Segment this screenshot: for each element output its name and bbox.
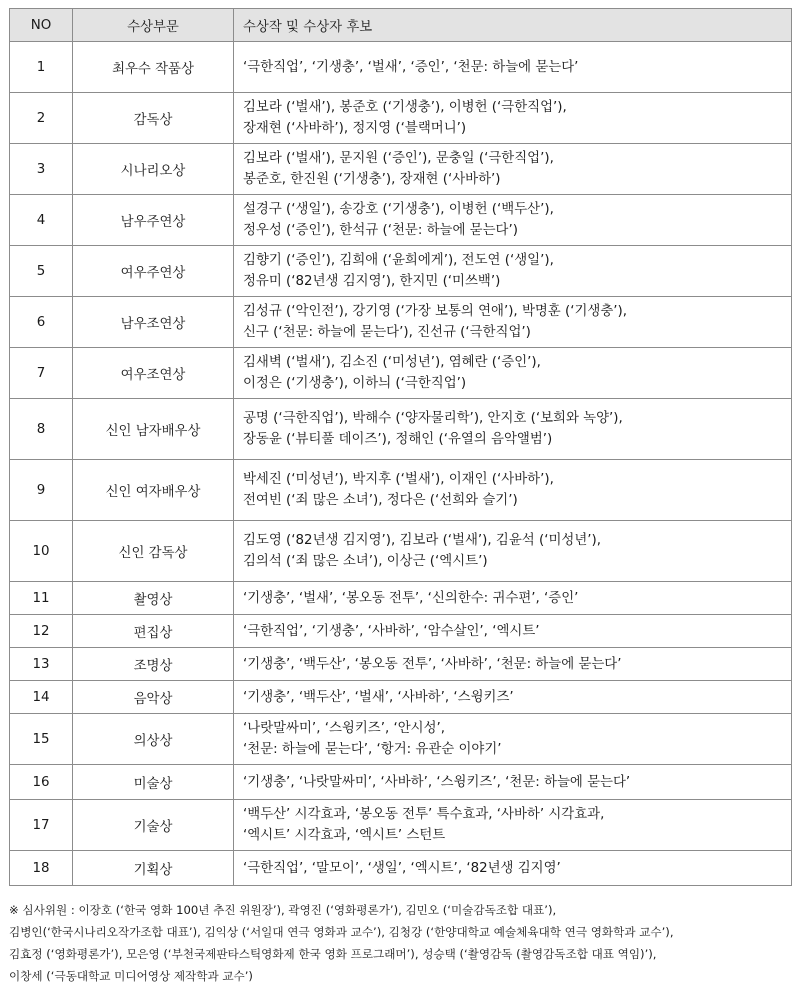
nominee-line: ‘극한직업’, ‘말모이’, ‘생일’, ‘엑시트’, ‘82년생 김지영’	[243, 860, 561, 876]
row-number: 17	[10, 800, 73, 851]
nominee-list	[234, 348, 792, 399]
footnote-line: ※ 심사위원 : 이장호 (‘한국 영화 100년 추진 위원장’), 곽영진 (‘영화평론가’), 김민오 (‘미술감독조합 대표’),	[9, 903, 557, 917]
nominee-list	[234, 42, 792, 93]
nominee-list	[234, 93, 792, 144]
nominee-line: 김보라 (‘벌새’), 봉준호 (‘기생충’), 이병헌 (‘극한직업’),	[243, 100, 567, 115]
nominee-list	[234, 714, 792, 765]
award-category: 여우주연상	[73, 246, 234, 297]
award-category: 미술상	[73, 765, 234, 800]
row-number: 15	[10, 714, 73, 765]
award-category: 신인 남자배우상	[73, 399, 234, 460]
nominee-line: 설경구 (‘생일’), 송강호 (‘기생충’), 이병헌 (‘백두산’),	[243, 202, 554, 217]
nominee-line: 정유미 (‘82년생 김지영’), 한지민 (‘미쓰백’)	[243, 274, 501, 289]
table-row	[10, 297, 792, 348]
nominee-line: 장재현 (‘사바하’), 정지영 (‘블랙머니’)	[243, 121, 467, 136]
table-row	[10, 800, 792, 851]
nominee-line: 김의석 (‘죄 많은 소녀’), 이상근 (‘엑시트’)	[243, 554, 488, 569]
nominee-line: 박세진 (‘미성년’), 박지후 (‘벌새’), 이재인 (‘사바하’),	[243, 472, 554, 487]
nominee-list	[234, 765, 792, 800]
table-row	[10, 399, 792, 460]
nominee-list	[234, 246, 792, 297]
header-no: NO	[10, 9, 73, 42]
table-row	[10, 246, 792, 297]
award-category: 음악상	[73, 681, 234, 714]
row-number: 2	[10, 93, 73, 144]
table-row	[10, 195, 792, 246]
table-row	[10, 460, 792, 521]
nominee-line: 공명 (‘극한직업’), 박해수 (‘양자물리학’), 안지호 (‘보희와 녹양’),	[243, 411, 623, 426]
nominee-line: 김도영 (‘82년생 김지영’), 김보라 (‘벌새’), 김윤석 (‘미성년’),	[243, 533, 602, 548]
award-category: 조명상	[73, 648, 234, 681]
row-number: 12	[10, 615, 73, 648]
nominee-line: 전여빈 (‘죄 많은 소녀’), 정다은 (‘선희와 슬기’)	[243, 493, 518, 508]
table-row	[10, 42, 792, 93]
row-number: 16	[10, 765, 73, 800]
nominee-line: ‘극한직업’, ‘기생충’, ‘벌새’, ‘증인’, ‘천문: 하늘에 묻는다’	[243, 59, 579, 75]
table-row	[10, 521, 792, 582]
award-category: 촬영상	[73, 582, 234, 615]
nominee-line: ‘기생충’, ‘백두산’, ‘봉오동 전투’, ‘사바하’, ‘천문: 하늘에 묻는다’	[243, 656, 622, 672]
table-row	[10, 582, 792, 615]
nominee-list	[234, 582, 792, 615]
row-number: 13	[10, 648, 73, 681]
nominee-line: 이정은 (‘기생충’), 이하늬 (‘극한직업’)	[243, 376, 467, 391]
nominee-list	[234, 195, 792, 246]
nominee-line: 신구 (‘천문: 하늘에 묻는다’), 진선규 (‘극한직업’)	[243, 325, 531, 340]
row-number: 11	[10, 582, 73, 615]
nominee-line: ‘기생충’, ‘벌새’, ‘봉오동 전투’, ‘신의한수: 귀수편’, ‘증인’	[243, 590, 579, 606]
nominee-list	[234, 615, 792, 648]
nominee-list	[234, 460, 792, 521]
table-row	[10, 615, 792, 648]
table-row	[10, 348, 792, 399]
nominee-line: 봉준호, 한진원 (‘기생충’), 장재현 (‘사바하’)	[243, 172, 501, 187]
row-number: 10	[10, 521, 73, 582]
nominee-line: 김보라 (‘벌새’), 문지원 (‘증인’), 문충일 (‘극한직업’),	[243, 151, 554, 166]
nominee-line: ‘나랏말싸미’, ‘스윙키즈’, ‘안시성’,	[243, 721, 446, 736]
award-category: 의상상	[73, 714, 234, 765]
table-row	[10, 765, 792, 800]
award-category: 남우주연상	[73, 195, 234, 246]
nominee-line: ‘백두산’ 시각효과, ‘봉오동 전투’ 특수효과, ‘사바하’ 시각효과,	[243, 807, 605, 822]
nominee-line: ‘기생충’, ‘나랏말싸미’, ‘사바하’, ‘스윙키즈’, ‘천문: 하늘에 묻는다’	[243, 774, 631, 790]
nominee-list	[234, 297, 792, 348]
header-category: 수상부문	[73, 9, 234, 42]
row-number: 1	[10, 42, 73, 93]
nominee-list	[234, 648, 792, 681]
nominee-line: ‘천문: 하늘에 묻는다’, ‘항거: 유관순 이야기’	[243, 742, 502, 757]
nominee-list	[234, 144, 792, 195]
nominees-table	[9, 8, 792, 886]
table-body	[10, 42, 792, 886]
nominee-list	[234, 851, 792, 886]
header-nominees: 수상작 및 수상자 후보	[234, 9, 792, 42]
nominee-line: 김향기 (‘증인’), 김희애 (‘윤희에게’), 전도연 (‘생일’),	[243, 253, 554, 268]
table-row	[10, 714, 792, 765]
nominee-list	[234, 800, 792, 851]
award-category: 감독상	[73, 93, 234, 144]
row-number: 7	[10, 348, 73, 399]
row-number: 18	[10, 851, 73, 886]
row-number: 6	[10, 297, 73, 348]
nominee-line: 장동윤 (‘뷰티풀 데이즈’), 정해인 (‘유열의 음악앨범’)	[243, 432, 553, 447]
nominee-line: ‘기생충’, ‘백두산’, ‘벌새’, ‘사바하’, ‘스윙키즈’	[243, 689, 514, 705]
row-number: 14	[10, 681, 73, 714]
judges-footnote	[9, 899, 791, 987]
award-category: 기술상	[73, 800, 234, 851]
row-number: 4	[10, 195, 73, 246]
table-row	[10, 648, 792, 681]
nominee-line: ‘엑시트’ 시각효과, ‘엑시트’ 스턴트	[243, 828, 446, 843]
table-row	[10, 93, 792, 144]
footnote-line: 이창세 (‘극동대학교 미디어영상 제작학과 교수’)	[9, 969, 253, 983]
row-number: 9	[10, 460, 73, 521]
nominee-list	[234, 681, 792, 714]
award-category: 편집상	[73, 615, 234, 648]
nominee-line: 김새벽 (‘벌새’), 김소진 (‘미성년’), 염혜란 (‘증인’),	[243, 355, 541, 370]
award-category: 최우수 작품상	[73, 42, 234, 93]
row-number: 8	[10, 399, 73, 460]
table-row	[10, 681, 792, 714]
award-category: 기획상	[73, 851, 234, 886]
footnote-line: 김효정 (‘영화평론가’), 모은영 (‘부천국제판타스틱영화제 한국 영화 프로그래머’), 성승택 (‘촬영감독 (촬영감독조합 대표 역임)’),	[9, 947, 657, 961]
award-category: 시나리오상	[73, 144, 234, 195]
table-row	[10, 851, 792, 886]
row-number: 5	[10, 246, 73, 297]
row-number: 3	[10, 144, 73, 195]
nominee-list	[234, 521, 792, 582]
table-row	[10, 144, 792, 195]
award-category: 남우조연상	[73, 297, 234, 348]
award-category: 여우조연상	[73, 348, 234, 399]
footnote-line: 김병인(‘한국시나리오작가조합 대표’), 김익상 (‘서일대 연극 영화과 교수’), 김청강 (‘한양대학교 예술체육대학 연극 영화학과 교수’),	[9, 925, 674, 939]
nominee-line: 정우성 (‘증인’), 한석규 (‘천문: 하늘에 묻는다’)	[243, 223, 518, 238]
nominee-line: 김성규 (‘악인전’), 강기영 (‘가장 보통의 연애’), 박명훈 (‘기생충’),	[243, 304, 628, 319]
award-category: 신인 감독상	[73, 521, 234, 582]
nominee-list	[234, 399, 792, 460]
award-category: 신인 여자배우상	[73, 460, 234, 521]
nominee-line: ‘극한직업’, ‘기생충’, ‘사바하’, ‘암수살인’, ‘엑시트’	[243, 623, 540, 639]
table-header-row	[10, 9, 792, 42]
